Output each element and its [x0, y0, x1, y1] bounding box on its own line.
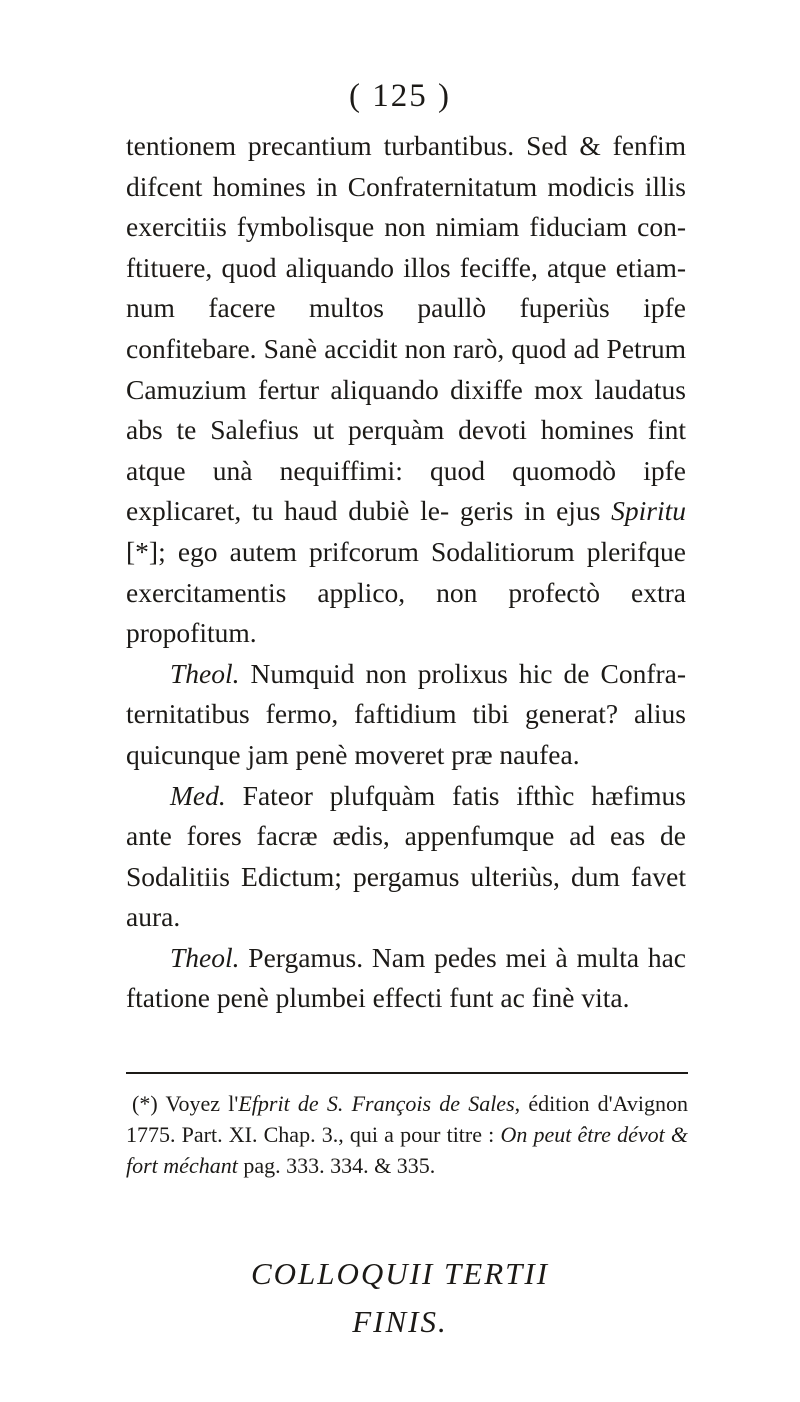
closing-title: COLLOQUII TERTII: [250, 1256, 550, 1291]
finis: FINIS.: [352, 1304, 448, 1339]
paragraph-4: [126, 938, 686, 1019]
speaker-theol-2: Theol.: [170, 941, 240, 973]
paragraph-3: [126, 776, 686, 938]
footnote-part-a: (*) Voyez l': [132, 1091, 239, 1116]
paragraph-1-text: tentionem precantium turbantibus. Sed & fenfim difcent homines in Confraternitatum modicis illis exercitiis fymbolisque non nimiam fiduciam con- ftituere, quod aliquando illos feciffe, atque etiam- num facere multos paullò fuperiùs ipfe confitebare. Sanè accidit non rarò, quod ad Petrum Camuzium fertur aliquando dixiffe mox laudatus abs te Salefius ut perquàm devoti homines fint atque unà nequiffimi: quod quomodò ipfe explicaret, tu haud dubiè le- geris in ejus: [126, 130, 686, 527]
spiritu-italic: Spiritu: [611, 495, 686, 527]
paragraph-1: [126, 126, 686, 654]
footnote: [126, 1088, 688, 1181]
main-text: [126, 126, 686, 1019]
speaker-theol: Theol.: [170, 657, 240, 689]
paragraph-2: [126, 654, 686, 776]
footnote-chapter-title: On peut être dévot & fort méchant: [126, 1122, 689, 1178]
footnote-text: [126, 1088, 688, 1181]
paragraph-3-text: Fateor plufquàm fatis ifthìc hæfimus ante fores facræ ædis, appenfumque ad eas de Sodalitiis Edictum; pergamus ulteriùs, dum favet aura.: [126, 779, 686, 933]
paragraph-4-text: Pergamus. Nam pedes mei à multa hac ftatione penè plumbei effecti funt ac finè vita.: [126, 941, 686, 1014]
footnote-part-e: pag. 333. 334. & 335.: [237, 1153, 436, 1178]
speaker-med: Med.: [170, 779, 226, 811]
footnote-divider: [126, 1072, 688, 1074]
page-number: ( 125 ): [349, 78, 451, 114]
footnote-book-title: Efprit de S. François de Sales: [238, 1091, 515, 1116]
paragraph-2-text: Numquid non prolixus hic de Confra- ternitatibus fermo, faftidium tibi generat? alius quicunque jam penè moveret præ naufea.: [126, 657, 686, 770]
footnote-part-c: , édition d'Avignon 1775. Part. XI. Chap. 3., qui a pour titre :: [126, 1091, 688, 1147]
paragraph-1-rest: [*]; ego autem prifcorum Sodalitiorum plerifque exercitamentis applico, non profectò extra propofitum.: [126, 535, 686, 649]
